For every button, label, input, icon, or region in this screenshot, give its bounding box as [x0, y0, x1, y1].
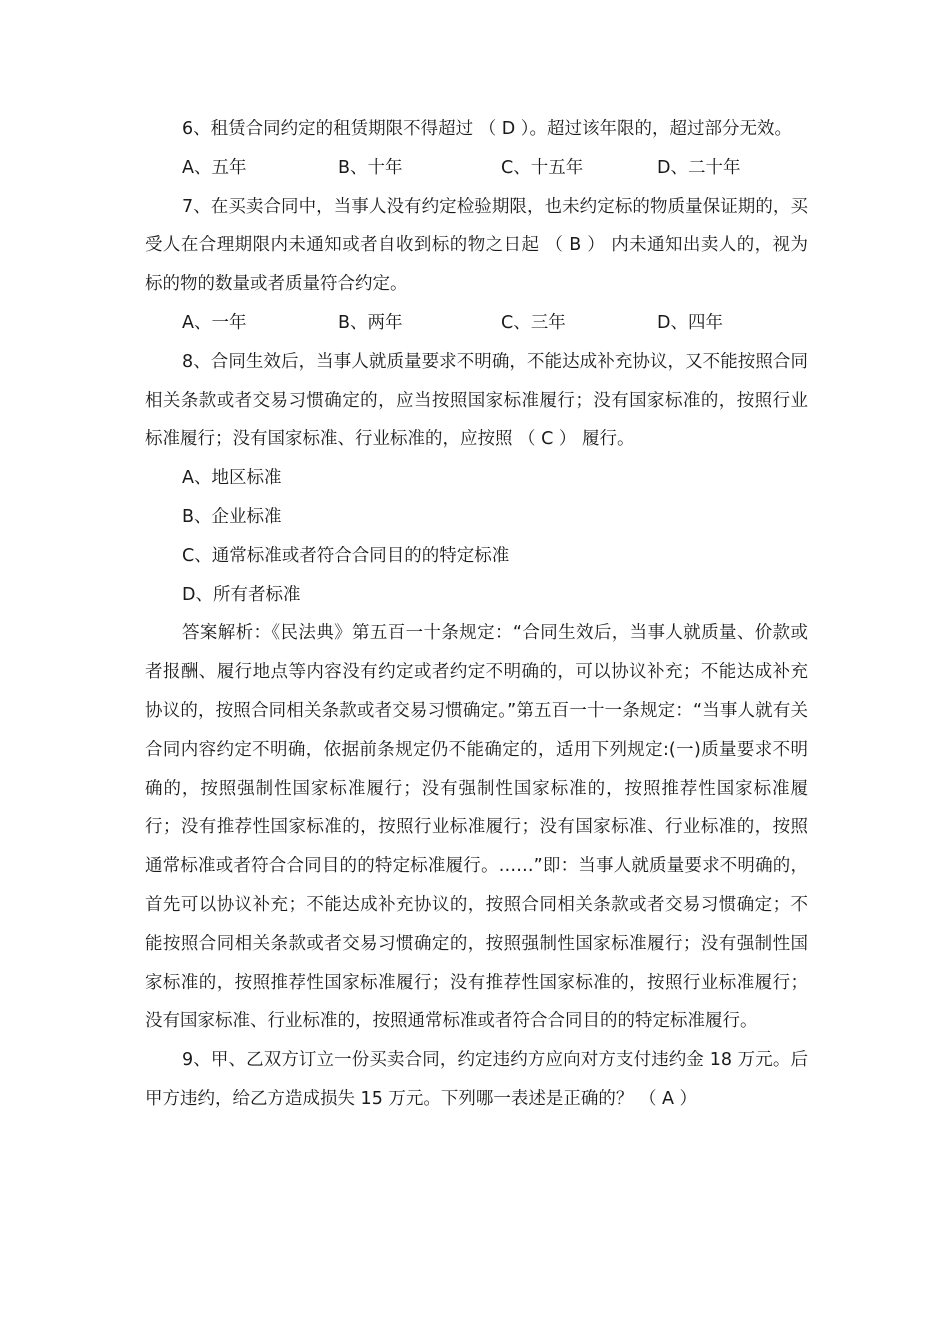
document-page: [145, 110, 808, 1119]
question-7-option-d: D、四年: [657, 312, 723, 333]
question-7-options: [145, 304, 808, 343]
question-6-stem: 6、租赁合同约定的租赁期限不得超过 （ D ）。超过该年限的，超过部分无效。: [182, 119, 793, 139]
question-8-option-d: D、所有者标准: [182, 584, 301, 605]
question-6-option-a: A、五年: [182, 157, 247, 178]
question-9-stem: 9、甲、乙双方订立一份买卖合同，约定违约方应向对方支付违约金 18 万元。后甲方违约，给乙方造成损失 15 万元。下列哪一表述是正确的？ （ A ）: [145, 1050, 808, 1109]
question-8-option-c: C、通常标准或者符合合同目的的特定标准: [182, 545, 510, 566]
question-7-option-b: B、两年: [338, 312, 403, 333]
question-6-option-c: C、十五年: [501, 157, 584, 178]
question-8-analysis: 答案解析：《民法典》第五百一十条规定：“合同生效后，当事人就质量、价款或者报酬、履行地点等内容没有约定或者约定不明确的，可以协议补充；不能达成补充协议的，按照合同相关条款或者交易习惯确定。”第五百一十一条规定：“当事人就有关合同内容约定不明确，依据前条规定仍不能确定的，适用下列规定:(一)质量要求不明确的，按照强制性国家标准履行；没有强制性国家标准的，按照推荐性国家标准履行；没有推荐性国家标准的，按照行业标准履行；没有国家标准、行业标准的，按照通常标准或者符合合同目的的特定标准履行。……”即：当事人就质量要求不明确的，首先可以协议补充；不能达成补充协议的，按照合同相关条款或者交易习惯确定；不能按照合同相关条款或者交易习惯确定的，按照强制性国家标准履行；没有强制性国家标准的，按照推荐性国家标准履行；没有推荐性国家标准的，按照行业标准履行；没有国家标准、行业标准的，按照通常标准或者符合合同目的的特定标准履行。: [145, 623, 808, 1032]
question-7-option-a: A、一年: [182, 312, 247, 333]
question-8-option-a: A、地区标准: [182, 468, 282, 489]
question-8-option-b: B、企业标准: [182, 506, 282, 527]
question-6-options: [145, 149, 808, 188]
question-6-option-d: D、二十年: [657, 157, 741, 178]
question-7-option-c: C、三年: [501, 312, 566, 333]
question-8-stem: 8、合同生效后，当事人就质量要求不明确，不能达成补充协议，又不能按照合同相关条款或者交易习惯确定的，应当按照国家标准履行；没有国家标准的，按照行业标准履行；没有国家标准、行业标准的，应按照 （ C ） 履行。: [145, 351, 808, 450]
question-6-option-b: B、十年: [338, 157, 403, 178]
question-7-stem: 7、在买卖合同中，当事人没有约定检验期限，也未约定标的物质量保证期的，买受人在合理期限内未通知或者自收到标的物之日起 （ B ） 内未通知出卖人的，视为标的物的数量或者质量符合约定。: [145, 196, 808, 295]
